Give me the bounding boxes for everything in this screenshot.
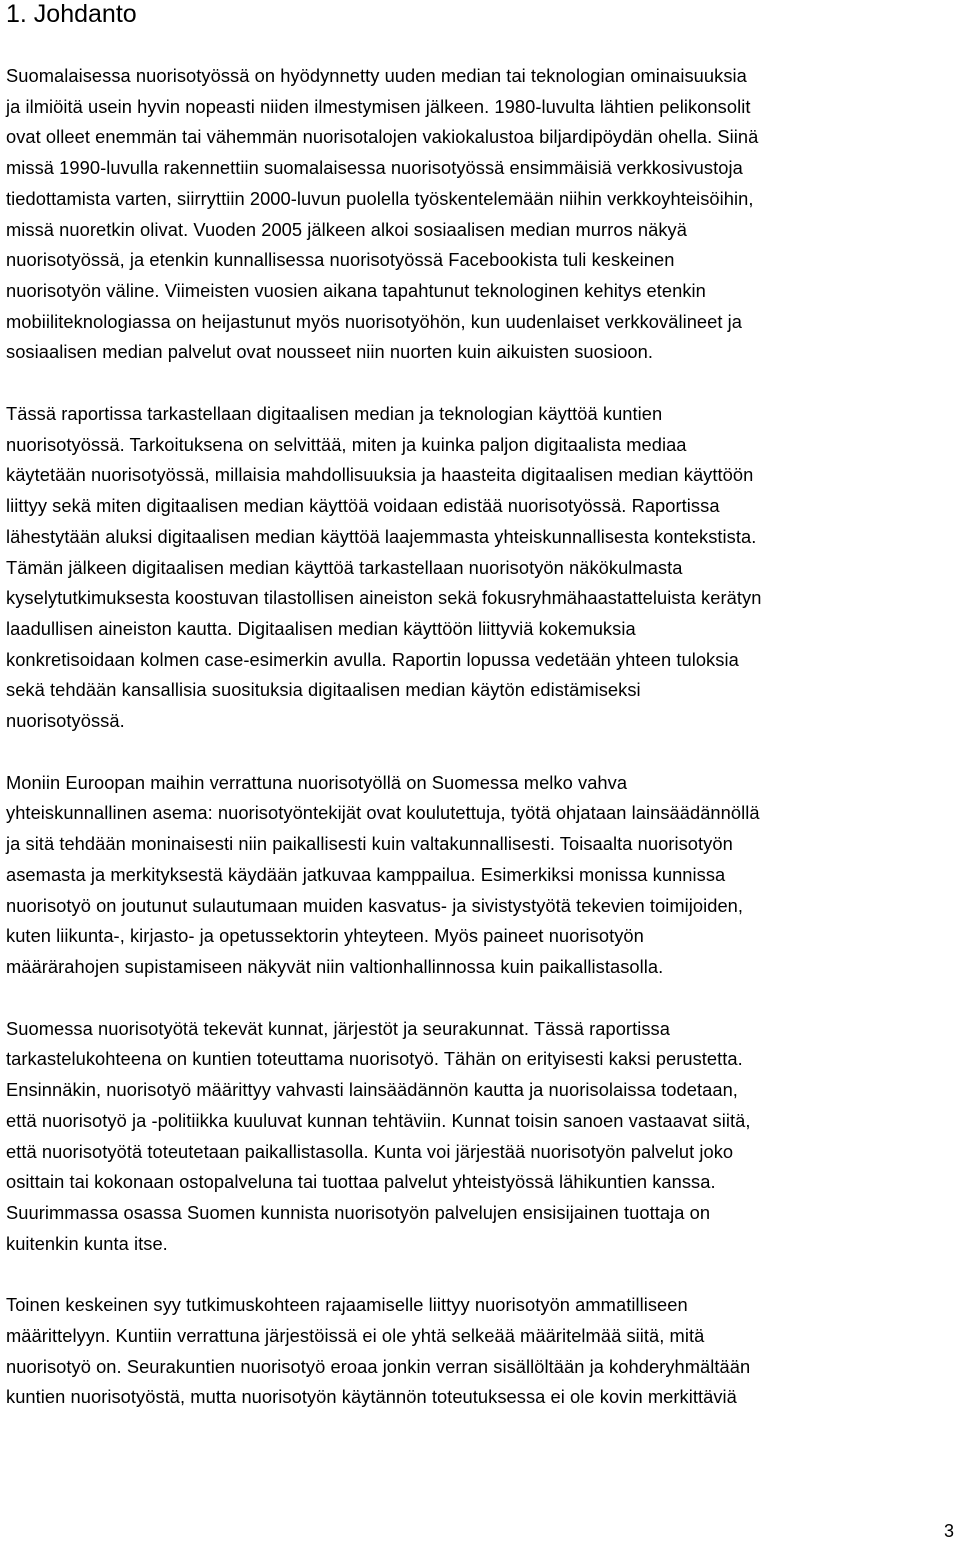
- paragraph: [6, 61, 960, 368]
- paragraph: [6, 1014, 960, 1260]
- text-line: nuorisotyössä, ja etenkin kunnallisessa nuorisotyössä Facebookista tuli keskeinen: [6, 249, 675, 271]
- text-line: tiedottamista varten, siirryttiin 2000-luvun puolella työskentelemään niihin verkkoyhteisöihin,: [6, 187, 754, 209]
- text-line: Toinen keskeinen syy tutkimuskohteen rajaamiselle liittyy nuorisotyön ammatilliseen: [6, 1294, 688, 1316]
- paragraph: [6, 399, 960, 737]
- body-text: [6, 61, 960, 1444]
- text-line: määrittelyyn. Kuntiin verrattuna järjestöissä ei ole yhtä selkeää määritelmää siitä, mitä: [6, 1325, 705, 1347]
- text-line: että nuorisotyötä toteutetaan paikallistasolla. Kunta voi järjestää nuorisotyön palvelut joko: [6, 1140, 734, 1162]
- paragraph: [6, 768, 960, 983]
- text-line: lähestytään aluksi digitaalisen median käyttöä laajemmasta yhteiskunnallisesta kontekstista.: [6, 525, 757, 547]
- text-line: sosiaalisen median palvelut ovat nousseet niin nuorten kuin aikuisten suosioon.: [6, 341, 654, 363]
- text-line: laadullisen aineiston kautta. Digitaalisen median käyttöön liittyviä kokemuksia: [6, 617, 636, 639]
- text-line: nuorisotyössä.: [6, 710, 125, 732]
- text-line: konkretisoidaan kolmen case-esimerkin avulla. Raportin lopussa vedetään yhteen tuloksia: [6, 648, 739, 670]
- text-line: missä nuoretkin olivat. Vuoden 2005 jälkeen alkoi sosiaalisen median murros näkyä: [6, 218, 687, 240]
- text-line: Suomalaisessa nuorisotyössä on hyödynnetty uuden median tai teknologian ominaisuuksia: [6, 65, 747, 86]
- text-line: asemasta ja merkityksestä käydään jatkuvaa kamppailua. Esimerkiksi monissa kunnissa: [6, 863, 726, 885]
- text-line: missä 1990-luvulla rakennettiin suomalaisessa nuorisotyössä ensimmäisiä verkkosivustoja: [6, 157, 743, 179]
- chapter-heading: 1. Johdanto: [6, 0, 137, 28]
- text-line: nuorisotyö on. Seurakuntien nuorisotyö eroaa jonkin verran sisällöltään ja kohderyhmältään: [6, 1355, 751, 1377]
- text-line: Suurimmassa osassa Suomen kunnista nuorisotyön palvelujen ensisijainen tuottaja on: [6, 1201, 711, 1223]
- text-line: nuorisotyössä. Tarkoituksena on selvittää, miten ja kuinka paljon digitaalista mediaa: [6, 433, 687, 455]
- text-line: nuorisotyö on joutunut sulautumaan muiden kasvatus- ja sivistystyötä tekevien toimijoiden,: [6, 894, 744, 916]
- text-line: nuorisotyön väline. Viimeisten vuosien aikana tapahtunut teknologinen kehitys etenkin: [6, 279, 706, 301]
- text-line: kuten liikunta-, kirjasto- ja opetussektorin yhteyteen. Myös paineet nuorisotyön: [6, 925, 644, 947]
- text-line: ovat olleet enemmän tai vähemmän nuorisotalojen vakiokalustoa biljardipöydän ohella. Siinä: [6, 126, 759, 148]
- text-line: tarkastelukohteena on kuntien toteuttama nuorisotyö. Tähän on erityisesti kaksi perustetta.: [6, 1048, 743, 1070]
- text-line: Suomessa nuorisotyötä tekevät kunnat, järjestöt ja seurakunnat. Tässä raportissa: [6, 1017, 670, 1039]
- text-line: kyselytutkimuksesta koostuvan tilastollisen aineiston sekä fokusryhmähaastatteluista kerätyn: [6, 587, 762, 609]
- text-line: käytetään nuorisotyössä, millaisia mahdollisuuksia ja haasteita digitaalisen median käyttöön: [6, 464, 754, 486]
- text-line: kuitenkin kunta itse.: [6, 1232, 168, 1254]
- text-line: että nuorisotyö ja -politiikka kuuluvat kunnan tehtäviin. Kunnat toisin sanoen vastaavat siitä,: [6, 1109, 751, 1131]
- text-line: mobiiliteknologiassa on heijastunut myös nuorisotyöhön, kun uudenlaiset verkkovälineet ja: [6, 310, 743, 332]
- text-line: Tässä raportissa tarkastellaan digitaalisen median ja teknologian käyttöä kuntien: [6, 403, 663, 425]
- text-line: sekä tehdään kansallisia suosituksia digitaalisen median käytön edistämiseksi: [6, 679, 641, 701]
- page-number: 3: [943, 1521, 954, 1541]
- text-line: yhteiskunnallinen asema: nuorisotyöntekijät ovat koulutettuja, työtä ohjataan lainsäädännöllä: [6, 802, 760, 824]
- text-line: ja ilmiöitä usein hyvin nopeasti niiden ilmestymisen jälkeen. 1980-luvulta lähtien pelikonsolit: [6, 95, 751, 117]
- text-line: määrärahojen supistamiseen näkyvät niin valtionhallinnossa kuin paikallistasolla.: [6, 955, 664, 977]
- text-line: liittyy sekä miten digitaalisen median käyttöä voidaan edistää nuorisotyössä. Raportissa: [6, 495, 720, 517]
- text-line: Moniin Euroopan maihin verrattuna nuorisotyöllä on Suomessa melko vahva: [6, 771, 628, 793]
- text-line: Ensinnäkin, nuorisotyö määrittyy vahvasti lainsäädännön kautta ja nuorisolaissa todetaan,: [6, 1079, 738, 1101]
- text-line: osittain tai kokonaan ostopalveluna tai tuottaa palvelut yhteistyössä lähikuntien kanssa.: [6, 1171, 716, 1193]
- paragraph: [6, 1290, 960, 1413]
- text-line: ja sitä tehdään moninaisesti niin paikallisesti kuin valtakunnallisesti. Toisaalta nuorisotyön: [6, 833, 733, 855]
- text-line: Tämän jälkeen digitaalisen median käyttöä tarkastellaan nuorisotyön näkökulmasta: [6, 556, 683, 578]
- text-line: kuntien nuorisotyöstä, mutta nuorisotyön käytännön toteutuksessa ei ole kovin merkittäviä: [6, 1386, 737, 1408]
